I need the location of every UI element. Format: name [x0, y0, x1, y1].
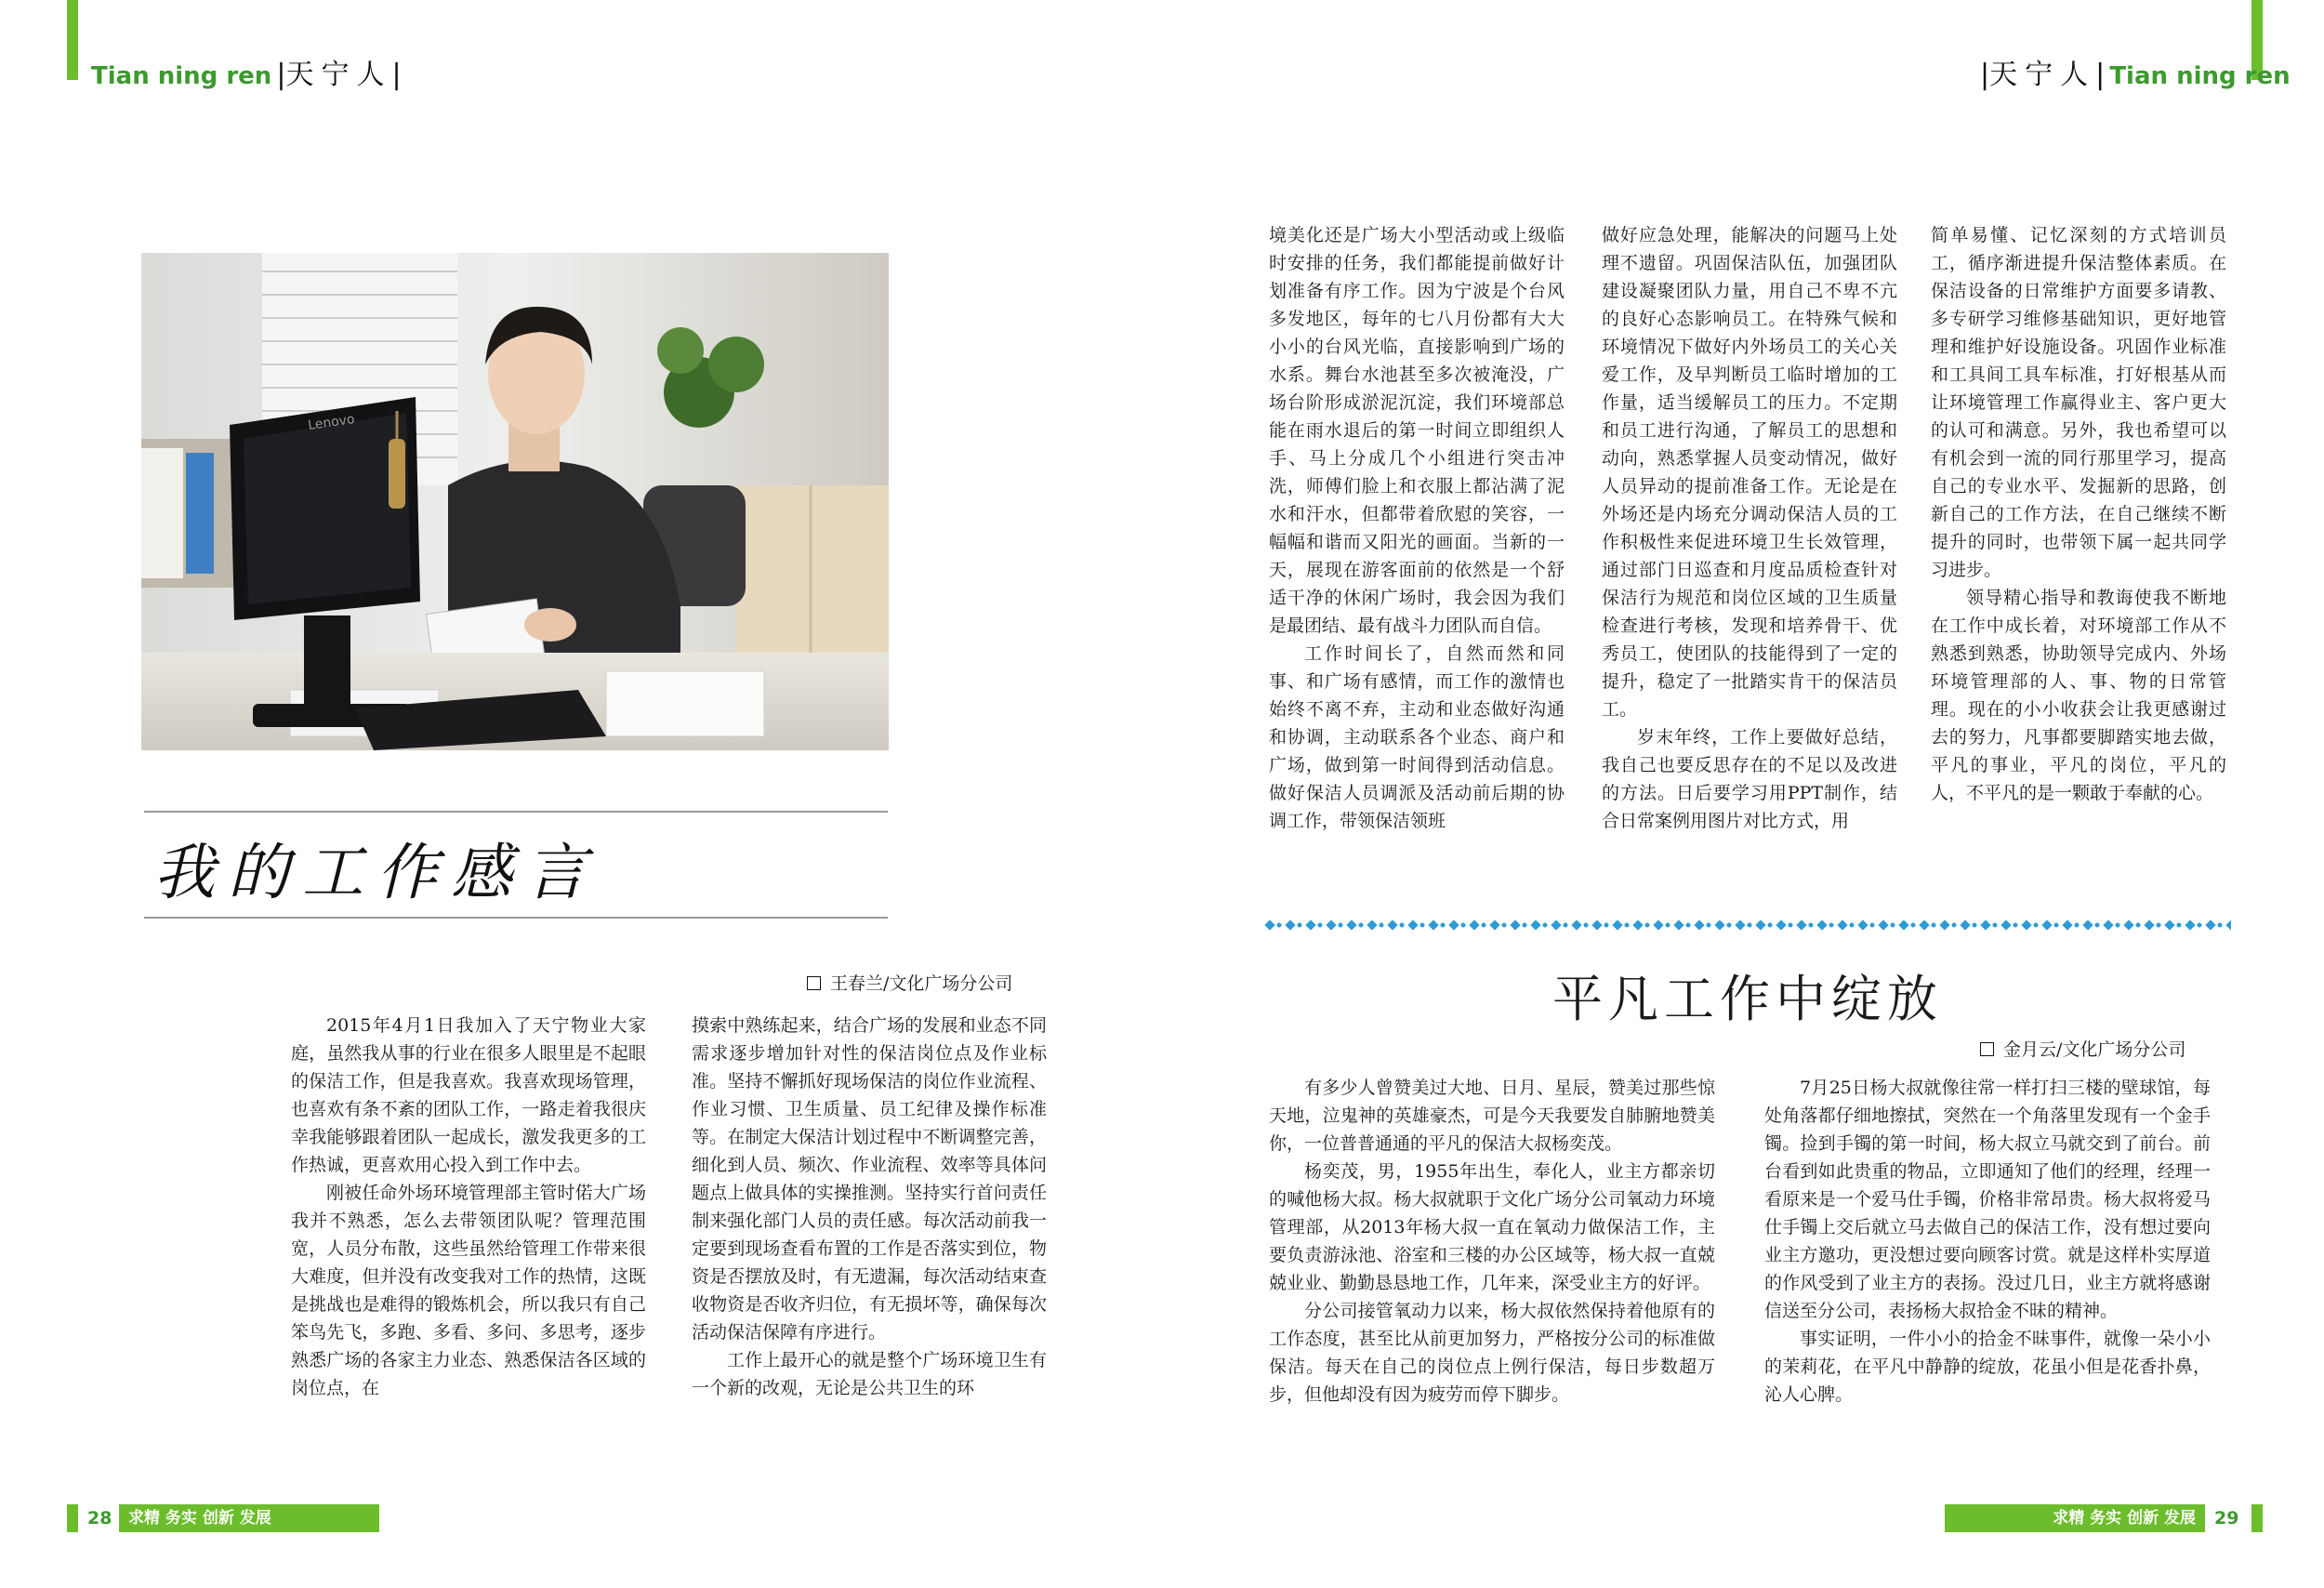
left-page-number: 28 — [87, 1508, 112, 1528]
square-icon — [1980, 1042, 1994, 1056]
article2-col2 — [1764, 1074, 2211, 1409]
paragraph: 7月25日杨大叔就像往常一样打扫三楼的壁球馆，每处角落都仔细地擦拭，突然在一个角落里发现有一个金手镯。捡到手镯的第一时间，杨大叔立马就交到了前台。前台看到如此贵重的物品，立即通知了他们的经理，经理一看原来是一个爱马仕手镯，价格非常昂贵。杨大叔将爱马仕手镯上交后就立马去做自己的保洁工作，没有想过要向业主方邀功，更没想过要向顾客讨赏。就是这样朴实厚道的作风受到了业主方的表扬。没过几日，业主方就将感谢信送至分公司，表扬杨大叔拾金不昧的精神。 — [1764, 1078, 2211, 1321]
header-en-left: Tian ning ren — [91, 62, 272, 90]
article2-byline: 金月云/文化广场分公司 — [1980, 1036, 2185, 1061]
title-top-rule — [144, 811, 888, 813]
article1-col4 — [1602, 221, 1897, 835]
header-cn-right: 天宁人 — [1989, 59, 2096, 91]
left-footer-slogan: 求精 务实 创新 发展 — [119, 1504, 379, 1532]
woman-at-computer-photo — [141, 253, 889, 750]
right-page-number: 29 — [2214, 1508, 2239, 1528]
article2-col1 — [1269, 1074, 1715, 1409]
paragraph: 岁末年终，工作上要做好总结，我自己也要反思存在的不足以及改进的方法。日后要学习用PPT制作，结合日常案例用图片对比方式，用 — [1602, 727, 1897, 831]
left-header-bar — [67, 0, 78, 80]
paragraph: 领导精心指导和教诲使我不断地在工作中成长着，对环境部工作从不熟悉到熟悉，协助领导完成内、外场环境管理部的人、事、物的日常管理。现在的小小收获会让我更感谢过去的努力，凡事都要脚踏实地去做，平凡的事业，平凡的岗位，平凡的人，不平凡的是一颗敢于奉献的心。 — [1931, 588, 2226, 803]
paragraph: 工作上最开心的就是整个广场环境卫生有一个新的改观，无论是公共卫生的环 — [692, 1350, 1047, 1398]
paragraph: 2015年4月1日我加入了天宁物业大家庭，虽然我从事的行业在很多人眼里是不起眼的保洁工作，但是我喜欢。我喜欢现场管理，也喜欢有条不紊的团队工作，一路走着我很庆幸我能够跟着团队一起成长，激发我更多的工作热诚，更喜欢用心投入到工作中去。 — [291, 1015, 646, 1175]
paragraph: 刚被任命外场环境管理部主管时偌大广场我并不熟悉，怎么去带领团队呢？管理范围宽，人员分布散，这些虽然给管理工作带来很大难度，但并没有改变我对工作的热情，这既是挑战也是难得的锻炼机会，所以我只有自己笨鸟先飞，多跑、多看、多问、多思考，逐步熟悉广场的各家主力业态、熟悉保洁各区域的岗位点，在 — [291, 1183, 646, 1398]
monitor-brand-label: Lenovo — [307, 412, 356, 433]
right-footer-bar — [2251, 1504, 2263, 1532]
paragraph: 工作时间长了，自然而然和同事、和广场有感情，而工作的激情也始终不离不弃，主动和业态做好沟通和协调，主动联系各个业态、商户和广场，做到第一时间得到活动信息。做好保洁人员调派及活动前后期的协调工作，带领保洁领班 — [1269, 643, 1565, 831]
title-bottom-rule — [144, 917, 888, 919]
left-footer-bar — [67, 1504, 78, 1532]
paragraph: 杨奕茂，男，1955年出生，奉化人，业主方都亲切的喊他杨大叔。杨大叔就职于文化广场分公司氧动力环境管理部，从2013年杨大叔一直在氧动力做保洁工作，主要负责游泳池、浴室和三楼的办公区域等，杨大叔一直兢兢业业、勤勤恳恳地工作，几年来，深受业主方的好评。 — [1269, 1161, 1715, 1293]
paragraph: 简单易懂、记忆深刻的方式培训员工，循序渐进提升保洁整体素质。在保洁设备的日常维护方面要多请教、多专研学习维修基础知识，更好地管理和维护好设施设备。巩固作业标准和工具间工具车标准，打好根基从而让环境管理工作赢得业主、客户更大的认可和满意。另外，我也希望可以有机会到一流的同行那里学习，提高自己的专业水平、发掘新的思路，创新自己的工作方法，在自己继续不断提升的同时，也带领下属一起共同学习进步。 — [1931, 225, 2226, 580]
article1-title: 我的工作感言 — [153, 837, 600, 908]
paragraph: 境美化还是广场大小型活动或上级临时安排的任务，我们都能提前做好计划准备有序工作。因为宁波是个台风多发地区，每年的七八月份都有大大小小的台风光临，直接影响到广场的水系。舞台水池甚至多次被淹没，广场台阶形成淤泥沉淀，我们环境部总能在雨水退后的第一时间立即组织人手、马上分成几个小组进行突击冲洗，师傅们脸上和衣服上都沾满了泥水和汗水，但都带着欣慰的笑容，一幅幅和谐而又阳光的画面。当新的一天，展现在游客面前的依然是一个舒适干净的休闲广场时，我会因为我们是最团结、最有战斗力团队而自信。 — [1269, 225, 1565, 636]
article2-title: 平凡工作中绽放 — [1552, 970, 1943, 1028]
article1-col3 — [1269, 221, 1565, 835]
decorative-divider — [1264, 919, 2231, 932]
paragraph: 事实证明，一件小小的拾金不昧事件，就像一朵小小的茉莉花，在平凡中静静的绽放，花虽小但是花香扑鼻，沁人心脾。 — [1764, 1329, 2211, 1405]
paragraph: 摸索中熟练起来，结合广场的发展和业态不同需求逐步增加针对性的保洁岗位点及作业标准。坚持不懈抓好现场保洁的岗位作业流程、作业习惯、卫生质量、员工纪律及操作标准等。在制定大保洁计划过程中不断调整完善，细化到人员、频次、作业流程、效率等具体问题点上做具体的实操推测。坚持实行首问责任制来强化部门人员的责任感。每次活动前我一定要到现场查看布置的工作是否落实到位，物资是否摆放及时，有无遗漏，每次活动结束查收物资是否收齐归位，有无损坏等，确保每次活动保洁保障有序进行。 — [692, 1015, 1047, 1343]
article1-col5 — [1931, 221, 2226, 807]
header-en-right: Tian ning ren — [2109, 62, 2291, 90]
paragraph: 有多少人曾赞美过大地、日月、星辰，赞美过那些惊天地，泣鬼神的英雄豪杰，可是今天我要发自肺腑地赞美你，一位普普通通的平凡的保洁大叔杨奕茂。 — [1269, 1078, 1715, 1154]
right-footer-slogan: 求精 务实 创新 发展 — [1945, 1504, 2205, 1532]
paragraph: 做好应急处理，能解决的问题马上处理不遗留。巩固保洁队伍，加强团队建设凝聚团队力量，用自己不卑不亢的良好心态影响员工。在特殊气候和环境情况下做好内外场员工的关心关爱工作，及早判断员工临时增加的工作量，适当缓解员工的压力。不定期和员工进行沟通，了解员工的思想和动向，熟悉掌握人员变动情况，做好人员异动的提前准备工作。无论是在外场还是内场充分调动保洁人员的工作积极性来促进环境卫生长效管理，通过部门日巡查和月度品质检查针对保洁行为规范和岗位区域的卫生质量检查进行考核，发现和培养骨干、优秀员工，使团队的技能得到了一定的提升，稳定了一批踏实肯干的保洁员工。 — [1602, 225, 1897, 720]
paragraph: 分公司接管氧动力以来，杨大叔依然保持着他原有的工作态度，甚至比从前更加努力，严格按分公司的标准做保洁。每天在自己的岗位点上例行保洁，每日步数超万步，但他却没有因为疲劳而停下脚步。 — [1269, 1301, 1715, 1405]
article1-byline: 王春兰/文化广场分公司 — [807, 970, 1012, 995]
header-cn-left: 天宁人 — [285, 59, 392, 91]
article1-col2 — [692, 1012, 1047, 1402]
right-header: |天宁人| Tian ning ren — [1980, 59, 2291, 91]
article1-col1 — [291, 1012, 646, 1402]
left-header: Tian ning ren |天宁人| — [91, 59, 402, 91]
square-icon — [807, 976, 821, 990]
office-photo — [141, 253, 889, 750]
